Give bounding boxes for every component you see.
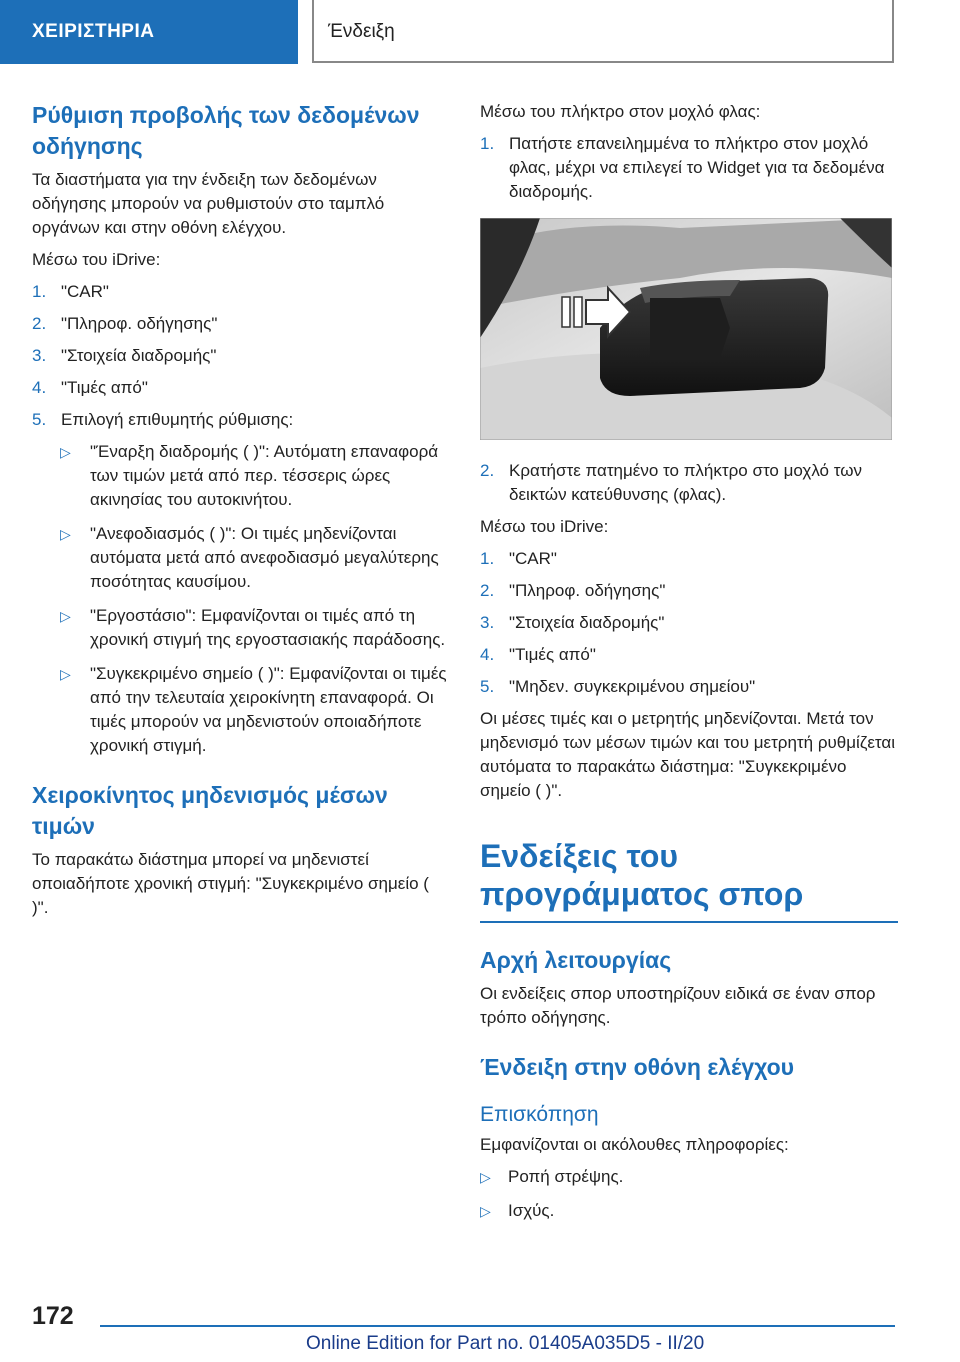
list-item bbox=[32, 662, 450, 758]
heading-sport-displays: Ενδείξεις του προγράμματος σπορ bbox=[480, 838, 804, 912]
step-text: "CAR" bbox=[61, 282, 109, 301]
list-item bbox=[480, 675, 898, 699]
heading-adjust-display: Ρύθμιση προβολής των δεδομένων οδήγησης bbox=[32, 102, 420, 159]
step-number: 4. bbox=[480, 645, 495, 664]
step-number: 2. bbox=[480, 461, 495, 480]
para-adjust-display: Τα διαστήματα για την ένδειξη των δεδομένων οδήγησης μπορούν να ρυθμιστούν στο ταμπλό οργάνων και στην οθόνη ελέγχου. bbox=[32, 170, 385, 237]
step-text: "Στοιχεία διαδρομής" bbox=[509, 613, 665, 632]
header-section-tab bbox=[0, 0, 298, 64]
para-via-idrive: Μέσω του iDrive: bbox=[32, 250, 161, 269]
heading-control-display: Ένδειξη στην οθόνη ελέγχου bbox=[480, 1054, 795, 1080]
step-text: Επιλογή επιθυμητής ρύθμισης: bbox=[61, 410, 294, 429]
bullet-text: "Εργοστάσιο": Εμφανίζονται οι τιμές από τη χρονική στιγμή της εργοστασιακής παράδοσης. bbox=[90, 606, 446, 649]
page-number: 172 bbox=[32, 1302, 74, 1330]
step-number: 3. bbox=[32, 346, 47, 365]
step-text: "Πληροφ. οδήγησης" bbox=[509, 581, 666, 600]
bullet-text: Ισχύς. bbox=[508, 1201, 555, 1220]
heading-overview: Επισκόπηση bbox=[480, 1103, 599, 1126]
step-text: "Τιμές από" bbox=[61, 378, 148, 397]
step-text: "CAR" bbox=[509, 549, 557, 568]
list-item bbox=[480, 643, 898, 667]
step-text: "Στοιχεία διαδρομής" bbox=[61, 346, 217, 365]
step-number: 1. bbox=[480, 549, 495, 568]
step-number: 1. bbox=[32, 282, 47, 301]
step-text: "Μηδεν. συγκεκριμένου σημείου" bbox=[509, 677, 756, 696]
right-column bbox=[480, 100, 898, 1233]
para-via-idrive: Μέσω του iDrive: bbox=[480, 517, 609, 536]
footer-rule bbox=[100, 1325, 895, 1327]
list-item bbox=[480, 579, 898, 603]
section-divider bbox=[480, 921, 898, 923]
triangle-bullet-icon: ▷ bbox=[480, 1203, 491, 1219]
triangle-bullet-icon: ▷ bbox=[60, 608, 71, 624]
list-item bbox=[32, 408, 450, 432]
list-item bbox=[480, 459, 898, 507]
list-item bbox=[32, 312, 450, 336]
header-chapter-box bbox=[312, 0, 894, 63]
list-item bbox=[480, 1199, 898, 1223]
heading-principle: Αρχή λειτουργίας bbox=[480, 947, 672, 973]
list-item bbox=[32, 604, 450, 652]
step-number: 2. bbox=[480, 581, 495, 600]
step-text: Κρατήστε πατημένο το πλήκτρο στο μοχλό των δεικτών κατεύθυνσης (φλας). bbox=[509, 461, 862, 504]
para-principle: Οι ενδείξεις σπορ υποστηρίζουν ειδικά σε έναν σπορ τρόπο οδήγησης. bbox=[480, 984, 876, 1027]
list-item bbox=[480, 1165, 898, 1189]
para-reset-result: Οι μέσες τιμές και ο μετρητής μηδενίζονται. Μετά τον μηδενισμό των μέσων τιμών και του μετρητή ρυθμίζεται αυτόματα το παρακάτω διάστημα: "Συγκεκριμένο σημείο ( )". bbox=[480, 709, 895, 800]
list-item bbox=[480, 132, 898, 204]
step-number: 2. bbox=[32, 314, 47, 333]
step-text: "Τιμές από" bbox=[509, 645, 596, 664]
triangle-bullet-icon: ▷ bbox=[60, 444, 71, 460]
list-item bbox=[480, 547, 898, 571]
step-number: 5. bbox=[480, 677, 495, 696]
header-chapter-label: Ένδειξη bbox=[328, 21, 395, 42]
bullet-text: "Συγκεκριμένο σημείο ( )": Εμφανίζονται οι τιμές από την τελευταία χειροκίνητη επαναφορά. Οι τιμές μπορούν να μηδενιστούν οποιαδήποτε χρονική στιγμή. bbox=[90, 664, 447, 755]
step-text: Πατήστε επανειλημμένα το πλήκτρο στον μοχλό φλας, μέχρι να επιλεγεί το Widget για τα δεδομένα διαδρομής. bbox=[509, 134, 885, 201]
triangle-bullet-icon: ▷ bbox=[60, 526, 71, 542]
heading-manual-reset: Χειροκίνητος μηδενισμός μέσων τιμών bbox=[32, 782, 388, 839]
footer-edition: Online Edition for Part no. 01405A035D5 - II/20 bbox=[306, 1333, 705, 1354]
step-number: 1. bbox=[480, 134, 495, 153]
left-column bbox=[32, 100, 450, 928]
step-number: 5. bbox=[32, 410, 47, 429]
step-number: 3. bbox=[480, 613, 495, 632]
list-item bbox=[32, 344, 450, 368]
triangle-bullet-icon: ▷ bbox=[60, 666, 71, 682]
turn-signal-lever-photo bbox=[480, 218, 892, 440]
header-section-label: ΧΕΙΡΙΣΤΗΡΙΑ bbox=[32, 21, 155, 42]
bullet-text: "Έναρξη διαδρομής ( )": Αυτόματη επαναφορά των τιμών μετά από περ. τέσσερις ώρες ακινησίας του αυτοκινήτου. bbox=[90, 442, 439, 509]
list-item bbox=[32, 440, 450, 512]
step-number: 4. bbox=[32, 378, 47, 397]
list-item bbox=[32, 280, 450, 304]
para-via-button: Μέσω του πλήκτρο στον μοχλό φλας: bbox=[480, 102, 761, 121]
para-manual-reset: Το παρακάτω διάστημα μπορεί να μηδενιστεί οποιαδήποτε χρονική στιγμή: "Συγκεκριμένο σημείο ( )". bbox=[32, 850, 429, 917]
para-overview: Εμφανίζονται οι ακόλουθες πληροφορίες: bbox=[480, 1135, 789, 1154]
triangle-bullet-icon: ▷ bbox=[480, 1169, 491, 1185]
bullet-text: "Ανεφοδιασμός ( )": Οι τιμές μηδενίζονται αυτόματα μετά από ανεφοδιασμό μεγαλύτερης ποσότητας καυσίμου. bbox=[90, 524, 439, 591]
step-text: "Πληροφ. οδήγησης" bbox=[61, 314, 218, 333]
list-item bbox=[32, 376, 450, 400]
bullet-text: Ροπή στρέψης. bbox=[508, 1167, 624, 1186]
list-item bbox=[32, 522, 450, 594]
list-item bbox=[480, 611, 898, 635]
